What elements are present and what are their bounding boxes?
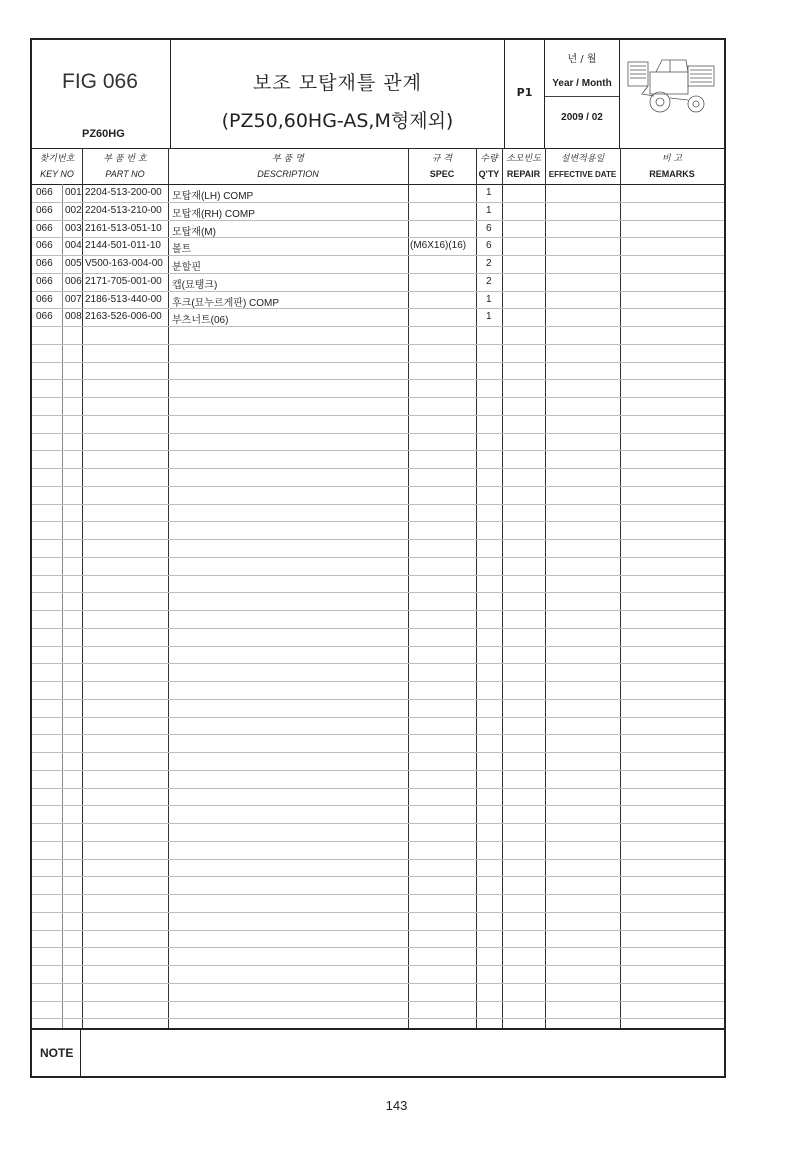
cell-part-no: 2171-705-001-00 bbox=[85, 275, 162, 287]
cell-fig: 066 bbox=[36, 293, 53, 305]
col-qty-ko: 수량 bbox=[480, 154, 498, 164]
cell-fig: 066 bbox=[36, 258, 53, 269]
cell-key: 003 bbox=[65, 222, 82, 234]
row-divider bbox=[32, 486, 724, 487]
header-block bbox=[32, 40, 724, 149]
row-divider bbox=[32, 1018, 724, 1019]
row-divider bbox=[32, 841, 724, 842]
row-divider bbox=[32, 752, 724, 753]
row-divider bbox=[32, 930, 724, 931]
col-desc-en: DESCRIPTION bbox=[257, 169, 319, 179]
table-row bbox=[32, 292, 724, 310]
col-repair-en: REPAIR bbox=[506, 169, 541, 179]
figure-number: FIG 066 bbox=[62, 70, 138, 93]
row-divider bbox=[32, 770, 724, 771]
cell-description: 모탑재(M) bbox=[172, 226, 216, 238]
row-divider bbox=[32, 823, 724, 824]
col-repair-ko: 소모빈도 bbox=[506, 154, 541, 164]
cell-qty: 1 bbox=[486, 311, 492, 323]
row-divider bbox=[32, 539, 724, 540]
col-key-en: KEY NO bbox=[40, 169, 74, 179]
row-divider bbox=[32, 734, 724, 735]
model-name: PZ60HG bbox=[82, 128, 125, 140]
row-divider bbox=[32, 362, 724, 363]
cell-fig: 066 bbox=[36, 222, 53, 234]
table-row bbox=[32, 221, 724, 239]
cell-part-no: 2161-513-051-10 bbox=[85, 222, 162, 234]
col-remarks-en: REMARKS bbox=[649, 169, 695, 179]
col-desc-ko: 부 품 명 bbox=[272, 154, 304, 164]
row-divider bbox=[32, 557, 724, 558]
page-subtitle: (PZ50,60HG-AS,M형제외) bbox=[221, 110, 454, 132]
cell-description: 볼트 bbox=[172, 244, 192, 256]
note-divider bbox=[80, 1030, 81, 1078]
row-divider bbox=[32, 468, 724, 469]
cell-qty: 6 bbox=[486, 240, 492, 252]
cell-fig: 066 bbox=[36, 275, 53, 287]
cell-part-no: 2204-513-210-00 bbox=[85, 204, 162, 216]
table-row bbox=[32, 309, 724, 327]
table-row bbox=[32, 238, 724, 256]
cell-description: 모탑재(LH) COMP bbox=[172, 191, 254, 202]
note-section bbox=[32, 1028, 724, 1078]
cell-qty: 1 bbox=[486, 293, 492, 305]
cell-key: 006 bbox=[65, 275, 82, 287]
page-code-cell bbox=[505, 40, 545, 148]
cell-part-no: V500-163-004-00 bbox=[85, 258, 163, 269]
cell-key: 005 bbox=[65, 258, 82, 269]
figure-cell bbox=[32, 40, 171, 148]
col-spec-ko: 규 격 bbox=[431, 154, 453, 164]
parts-list-sheet bbox=[30, 38, 726, 1078]
note-label: NOTE bbox=[40, 1046, 74, 1060]
title-cell bbox=[171, 40, 505, 148]
row-divider bbox=[32, 344, 724, 345]
row-divider bbox=[32, 894, 724, 895]
row-divider bbox=[32, 610, 724, 611]
table-row bbox=[32, 185, 724, 203]
row-divider bbox=[32, 592, 724, 593]
row-divider bbox=[32, 699, 724, 700]
cell-description: 모탑재(RH) COMP bbox=[172, 208, 255, 220]
cell-part-no: 2204-513-200-00 bbox=[85, 187, 162, 198]
table-row bbox=[32, 274, 724, 292]
row-divider bbox=[32, 415, 724, 416]
table-row bbox=[32, 256, 724, 274]
row-divider bbox=[32, 504, 724, 505]
cell-part-no: 2163-526-006-00 bbox=[85, 311, 162, 323]
row-divider bbox=[32, 947, 724, 948]
cell-spec: (M6X16)(16) bbox=[410, 240, 467, 252]
cell-qty: 1 bbox=[486, 204, 492, 216]
cell-part-no: 2144-501-011-10 bbox=[85, 240, 161, 252]
date-label-ko: 년 / 월 bbox=[567, 54, 597, 65]
row-divider bbox=[32, 912, 724, 913]
row-divider bbox=[32, 805, 724, 806]
page-code: P1 bbox=[516, 86, 533, 99]
cell-key: 004 bbox=[65, 240, 82, 252]
col-key-ko: 찾기번호 bbox=[39, 154, 75, 164]
cell-fig: 066 bbox=[36, 311, 53, 323]
page-title: 보조 모탑재틀 관계 bbox=[253, 72, 422, 94]
cell-key: 001 bbox=[65, 187, 82, 198]
cell-description: 부츠너트(06) bbox=[172, 315, 229, 327]
cell-qty: 1 bbox=[486, 187, 492, 198]
row-divider bbox=[32, 859, 724, 860]
col-part-ko: 부 품 번 호 bbox=[103, 154, 147, 164]
cell-description: 캡(묘탱크) bbox=[172, 279, 218, 291]
machine-thumbnail-cell bbox=[620, 40, 724, 148]
row-divider bbox=[32, 681, 724, 682]
row-divider bbox=[32, 521, 724, 522]
cell-description: 후크(묘누르게판) COMP bbox=[172, 297, 280, 309]
cell-fig: 066 bbox=[36, 204, 53, 216]
row-divider bbox=[32, 379, 724, 380]
row-divider bbox=[32, 646, 724, 647]
cell-fig: 066 bbox=[36, 187, 53, 198]
rice-transplanter-icon bbox=[626, 54, 718, 118]
cell-fig: 066 bbox=[36, 240, 53, 252]
col-eff-ko: 설변적용일 bbox=[560, 154, 605, 164]
cell-qty: 2 bbox=[486, 258, 492, 269]
row-divider bbox=[32, 433, 724, 434]
row-divider bbox=[32, 397, 724, 398]
cell-qty: 2 bbox=[486, 275, 492, 287]
date-cell bbox=[545, 40, 620, 148]
table-row bbox=[32, 203, 724, 221]
row-divider bbox=[32, 575, 724, 576]
row-divider bbox=[32, 876, 724, 877]
row-divider bbox=[32, 628, 724, 629]
col-remarks-ko: 비 고 bbox=[661, 154, 683, 164]
row-divider bbox=[32, 663, 724, 664]
col-part-en: PART NO bbox=[105, 169, 145, 179]
row-divider bbox=[32, 1001, 724, 1002]
date-divider bbox=[545, 96, 619, 97]
cell-part-no: 2186-513-440-00 bbox=[85, 293, 162, 305]
cell-key: 002 bbox=[65, 204, 82, 216]
cell-qty: 6 bbox=[486, 222, 492, 234]
date-value: 2009 / 02 bbox=[561, 112, 603, 123]
col-qty-en: Q'TY bbox=[478, 169, 500, 179]
row-divider bbox=[32, 788, 724, 789]
row-divider bbox=[32, 983, 724, 984]
col-spec-en: SPEC bbox=[429, 169, 455, 179]
col-eff-en: EFFECTIVE DATE bbox=[548, 170, 617, 179]
page-number: 143 bbox=[385, 1098, 408, 1113]
date-label-en: Year / Month bbox=[552, 78, 612, 89]
cell-key: 008 bbox=[65, 311, 82, 323]
row-divider bbox=[32, 965, 724, 966]
row-divider bbox=[32, 717, 724, 718]
cell-description: 분할핀 bbox=[172, 262, 201, 273]
row-divider bbox=[32, 450, 724, 451]
cell-key: 007 bbox=[65, 293, 82, 305]
